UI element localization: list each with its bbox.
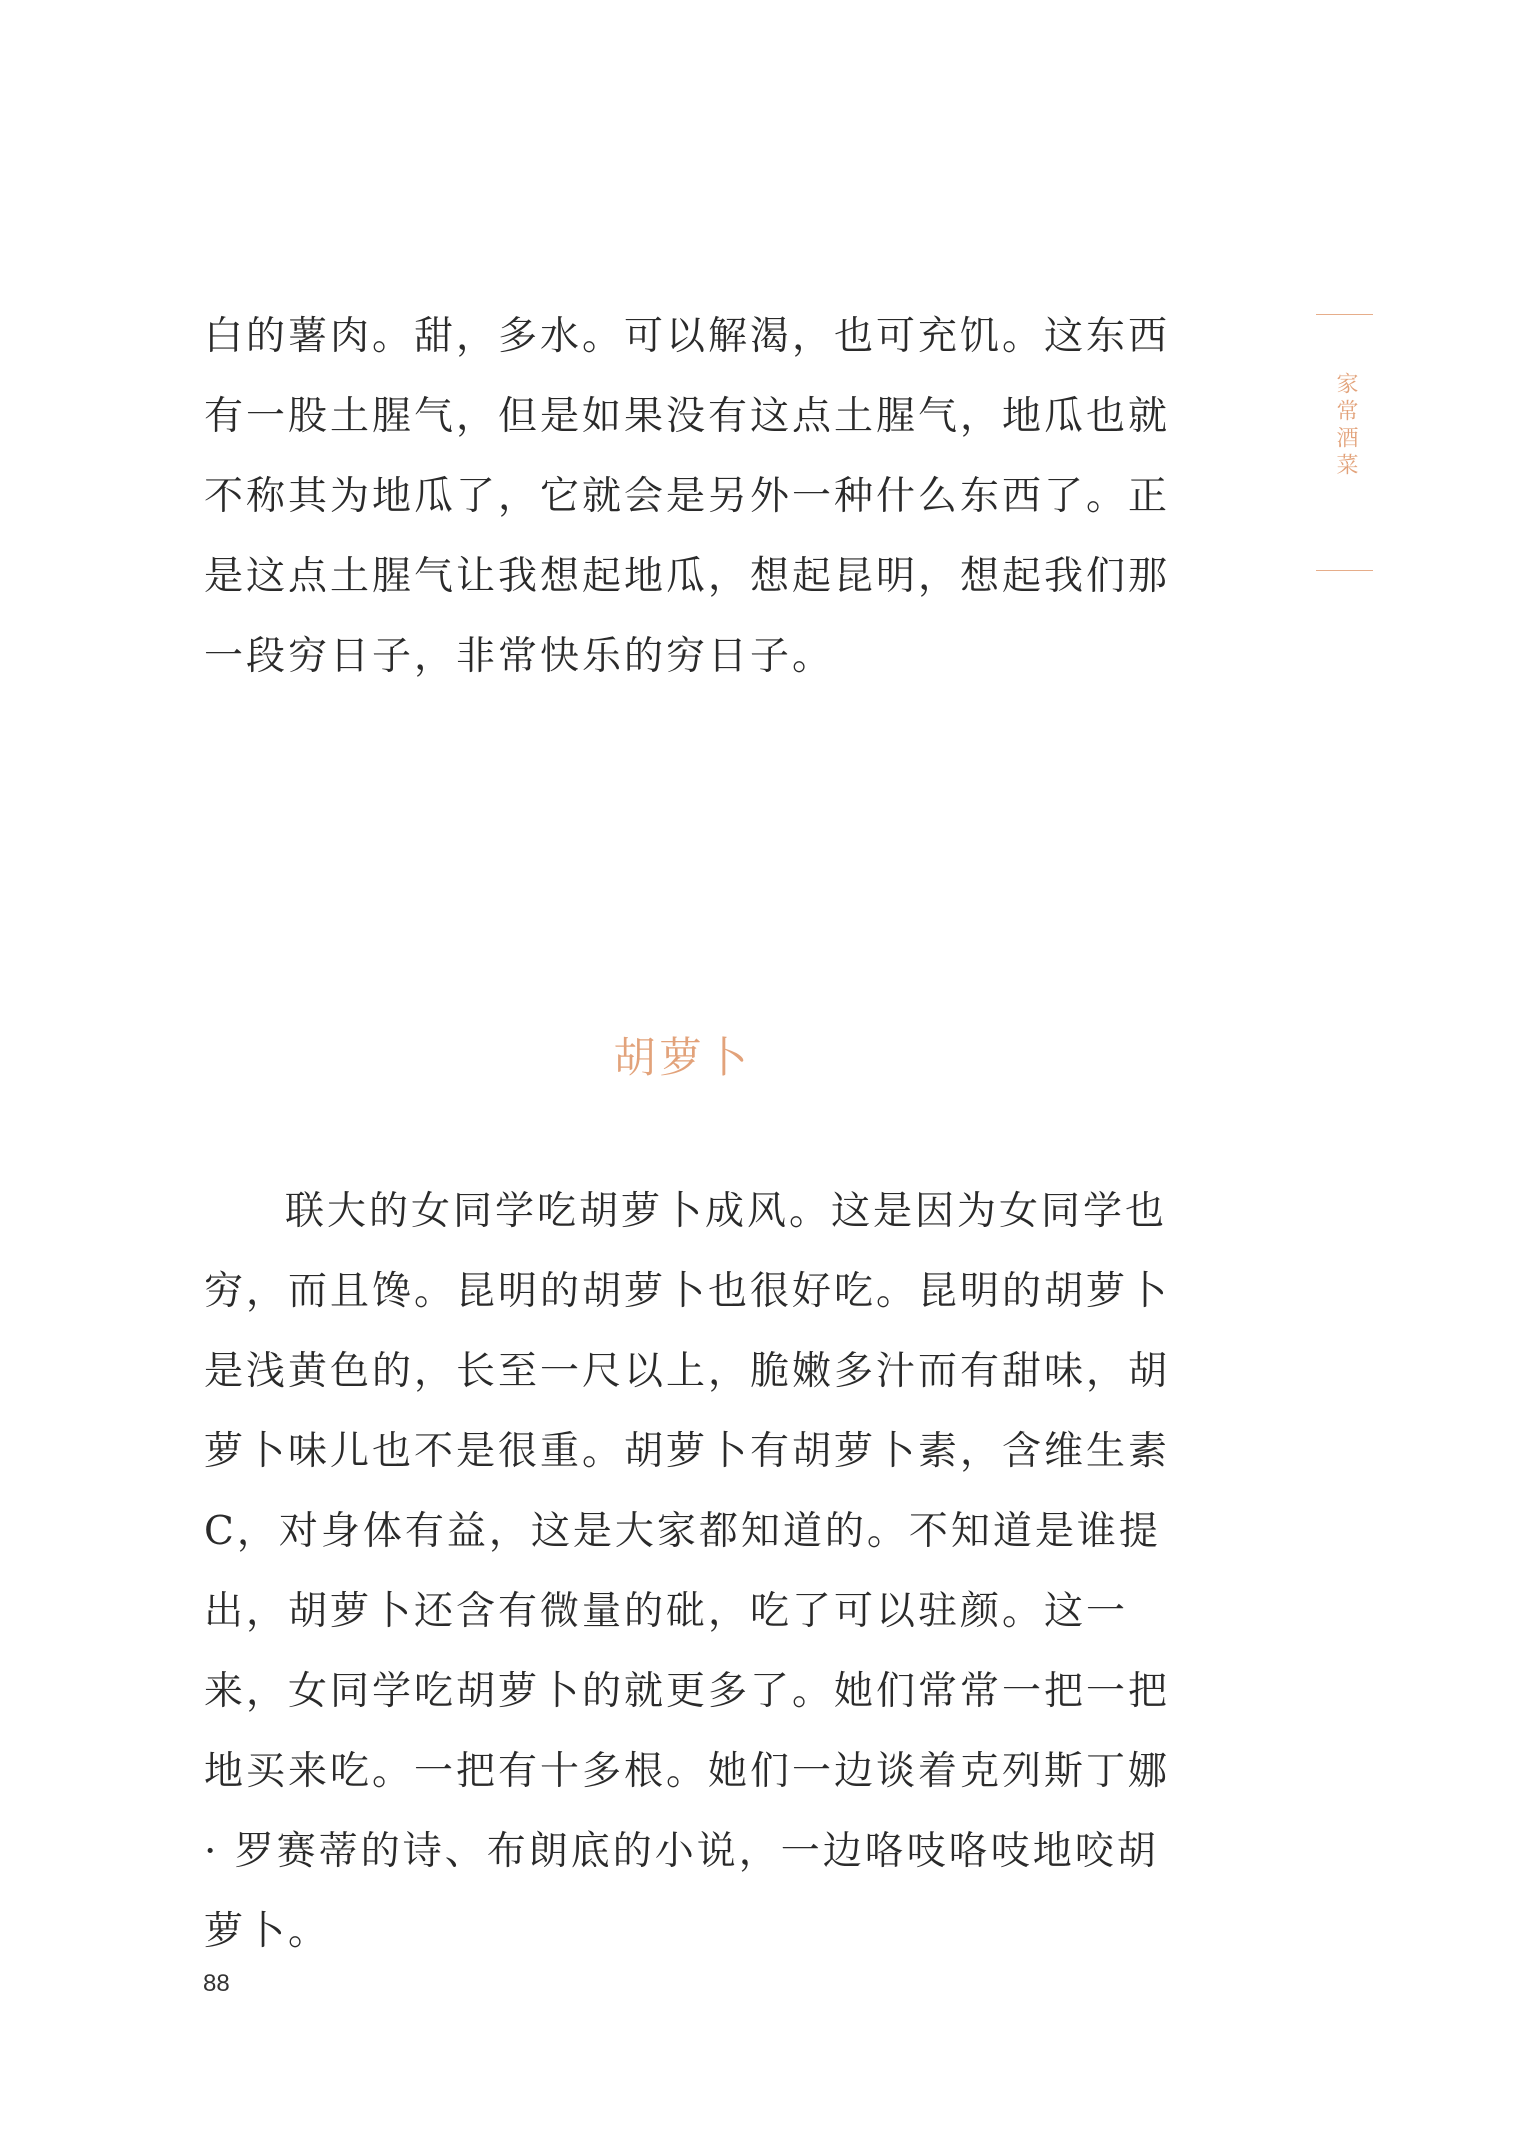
body-paragraph: 联大的女同学吃胡萝卜成风。这是因为女同学也穷，而且馋。昆明的胡萝卜也很好吃。昆明的胡萝卜是浅黄色的，长至一尺以上，脆嫩多汁而有甜味，胡萝卜味儿也不是很重。胡萝卜有胡萝卜素，含维生素 C，对身体有益，这是大家都知道的。不知道是谁提出，胡萝卜还含有微量的砒，吃了可以驻颜。这一来，女同学吃胡萝卜的就更多了。她们常常一把一把地买来吃。一把有十多根。她们一边谈着克列斯丁娜 · 罗赛蒂的诗、布朗底的小说，一边咯吱咯吱地咬胡萝卜。 bbox=[204, 1189, 1171, 1954]
body-paragraph: 白的薯肉。甜，多水。可以解渴，也可充饥。这东西有一股土腥气，但是如果没有这点土腥气，地瓜也就不称其为地瓜了，它就会是另外一种什么东西了。正是这点土腥气让我想起地瓜，想起昆明，想起我们那一段穷日子，非常快乐的穷日子。 bbox=[204, 314, 1171, 679]
side-rule-bottom bbox=[1316, 570, 1373, 571]
side-rule-top bbox=[1316, 314, 1373, 315]
section-title: 胡萝卜 bbox=[613, 1033, 752, 1082]
section-paragraph-block bbox=[204, 1172, 1170, 1972]
continued-paragraph-block bbox=[204, 297, 1170, 697]
page-number: 88 bbox=[203, 1970, 230, 1997]
running-header-label: 家常酒菜 bbox=[1333, 372, 1358, 480]
